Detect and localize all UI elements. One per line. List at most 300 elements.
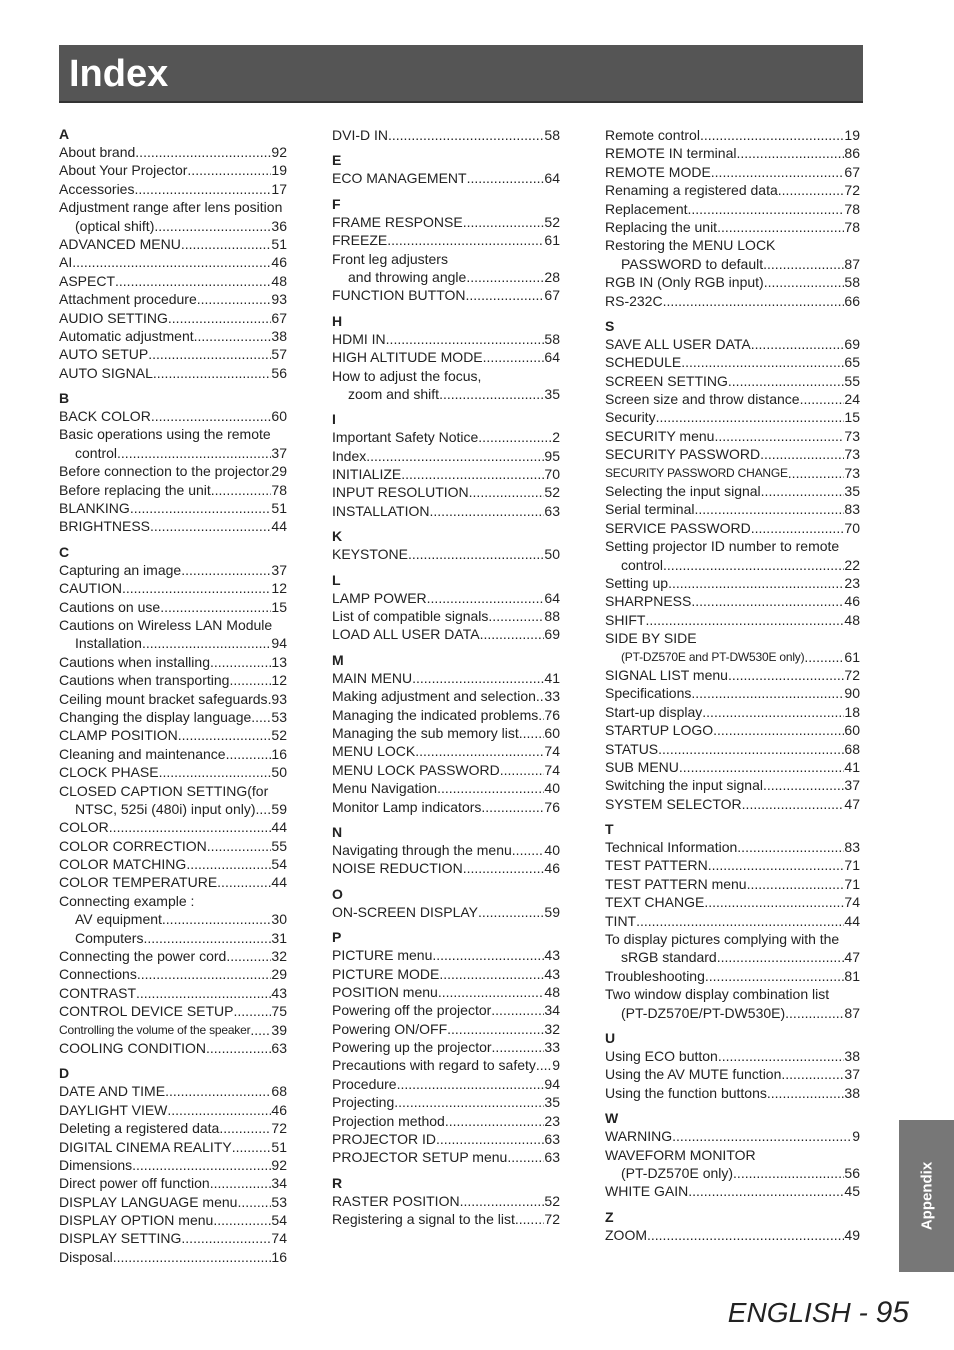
entry-page-number: 53 [271, 1193, 287, 1210]
index-entry[interactable] [59, 364, 287, 382]
index-entry[interactable] [332, 268, 560, 286]
dot-leader [466, 286, 545, 304]
entry-label: About Your Projector [59, 162, 188, 179]
dot-leader [463, 213, 545, 231]
dot-leader [237, 1193, 271, 1211]
index-entry[interactable] [59, 873, 287, 891]
index-entry[interactable] [332, 1130, 560, 1148]
index-entry[interactable] [605, 795, 860, 813]
entry-label: Controlling the volume of the speaker [59, 1022, 251, 1037]
index-entry[interactable] [332, 1112, 560, 1130]
index-entry[interactable] [59, 290, 287, 308]
page-title: Index [69, 53, 169, 95]
index-entry[interactable] [59, 616, 287, 634]
dot-leader [737, 838, 844, 856]
section-letter: C [59, 543, 70, 560]
dot-leader [150, 517, 271, 535]
index-entry[interactable] [605, 408, 860, 426]
index-entry[interactable] [605, 948, 860, 966]
entry-page-number: 46 [271, 1101, 287, 1118]
entry-label: Start-up display [605, 703, 703, 720]
index-entry[interactable] [332, 1093, 560, 1111]
entry-label: TEST PATTERN [605, 857, 708, 874]
index-entry[interactable] [332, 1001, 560, 1019]
entry-label: STATUS [605, 740, 659, 757]
index-entry[interactable] [59, 579, 287, 597]
index-entry[interactable] [59, 1082, 287, 1100]
index-entry[interactable] [332, 1148, 560, 1166]
index-entry[interactable] [332, 742, 560, 760]
index-entry[interactable] [59, 1211, 287, 1229]
index-entry[interactable] [59, 965, 287, 983]
index-entry[interactable] [59, 1002, 287, 1020]
index-entry[interactable] [59, 1039, 287, 1057]
index-entry[interactable] [59, 1248, 287, 1266]
entry-label: Two window display combination list [605, 986, 830, 1003]
index-entry[interactable] [59, 345, 287, 363]
index-entry[interactable] [605, 1182, 860, 1200]
entry-page-number: 73 [844, 427, 860, 444]
index-entry[interactable] [332, 465, 560, 483]
index-entry[interactable] [605, 427, 860, 445]
index-section [332, 196, 560, 305]
index-entry[interactable] [59, 947, 287, 965]
dot-leader [256, 800, 272, 818]
index-entry[interactable] [59, 1193, 287, 1211]
index-entry[interactable] [332, 841, 560, 859]
entry-label: Setting up [605, 574, 669, 591]
entry-label: Renaming a registered data [605, 182, 778, 199]
entry-label: RGB IN (Only RGB input) [605, 274, 764, 291]
entry-label: Setting projector ID number to remote [605, 538, 840, 555]
index-entry[interactable] [605, 1047, 860, 1065]
entry-label: Menu Navigation [332, 780, 438, 797]
entry-page-number: 35 [844, 483, 860, 500]
dot-leader [718, 1047, 845, 1065]
index-entry[interactable] [59, 327, 287, 345]
dot-leader [728, 666, 844, 684]
index-entry[interactable] [59, 1229, 287, 1247]
index-entry[interactable] [332, 126, 560, 144]
entry-page-number: 44 [271, 819, 287, 836]
index-entry[interactable] [605, 666, 860, 684]
index-entry[interactable] [605, 574, 860, 592]
index-entry[interactable] [332, 669, 560, 687]
index-entry[interactable] [59, 462, 287, 480]
index-entry[interactable] [332, 761, 560, 779]
index-entry[interactable] [605, 292, 860, 310]
index-entry[interactable] [59, 499, 287, 517]
dot-leader [483, 348, 545, 366]
dot-leader [704, 893, 844, 911]
index-entry[interactable] [605, 372, 860, 390]
section-letter: N [332, 823, 343, 840]
entry-label: Using the AV MUTE function [605, 1066, 782, 1083]
entry-page-number: 76 [544, 706, 560, 723]
dot-leader [761, 482, 845, 500]
index-entry[interactable] [605, 1127, 860, 1145]
dot-leader [168, 309, 272, 327]
entry-label: RASTER POSITION [332, 1192, 460, 1209]
entry-page-number: 31 [271, 929, 287, 946]
section-letter: E [332, 152, 342, 169]
entry-label: COLOR [59, 819, 109, 836]
dot-leader [705, 967, 845, 985]
index-entry[interactable] [605, 464, 860, 482]
dot-leader [778, 181, 845, 199]
entry-page-number: 48 [544, 983, 560, 1000]
index-entry[interactable] [59, 407, 287, 425]
entry-page-number: 35 [544, 385, 560, 402]
index-entry[interactable] [605, 856, 860, 874]
index-entry[interactable] [332, 286, 560, 304]
dot-leader [681, 353, 844, 371]
entry-label: Selecting the input signal [605, 483, 761, 500]
index-entry[interactable] [332, 1075, 560, 1093]
index-entry[interactable] [332, 589, 560, 607]
dot-leader [437, 779, 544, 797]
index-entry[interactable] [605, 556, 860, 574]
index-entry[interactable] [605, 912, 860, 930]
entry-page-number: 69 [844, 335, 860, 352]
section-letter: I [332, 411, 336, 428]
entry-label: DISPLAY OPTION menu [59, 1212, 214, 1229]
entry-label: CONTRAST [59, 984, 136, 1001]
index-entry[interactable] [59, 143, 287, 161]
index-entry[interactable] [605, 218, 860, 236]
index-entry[interactable] [59, 745, 287, 763]
dot-leader [717, 218, 844, 236]
dot-leader [708, 856, 845, 874]
entry-label: SHARPNESS [605, 593, 692, 610]
index-entry[interactable] [332, 687, 560, 705]
index-entry[interactable] [605, 648, 860, 666]
index-entry[interactable] [332, 447, 560, 465]
index-entry[interactable] [332, 859, 560, 877]
index-entry[interactable] [605, 482, 860, 500]
index-entry[interactable] [59, 1138, 287, 1156]
index-entry[interactable] [59, 984, 287, 1002]
entry-label: List of compatible signals [332, 608, 489, 625]
entry-label: REMOTE IN terminal [605, 145, 737, 162]
entry-label: Installation [75, 635, 142, 652]
index-entry[interactable] [605, 611, 860, 629]
index-entry[interactable] [332, 348, 560, 366]
entry-page-number: 57 [271, 346, 287, 363]
dot-leader [711, 163, 845, 181]
index-entry[interactable] [59, 198, 287, 216]
section-letter: F [332, 195, 341, 212]
index-entry[interactable] [332, 1210, 560, 1228]
index-entry[interactable] [332, 706, 560, 724]
index-entry[interactable] [605, 1146, 860, 1164]
entry-page-number: 48 [271, 272, 287, 289]
entry-page-number: 34 [544, 1002, 560, 1019]
entry-label: Connecting example : [59, 892, 195, 909]
index-entry[interactable] [332, 231, 560, 249]
index-entry[interactable] [605, 930, 860, 948]
index-entry[interactable] [332, 169, 560, 187]
index-entry[interactable] [605, 445, 860, 463]
entry-label: COLOR MATCHING [59, 856, 187, 873]
entry-page-number: 47 [844, 795, 860, 812]
index-entry[interactable] [332, 983, 560, 1001]
index-entry[interactable] [605, 838, 860, 856]
index-entry[interactable] [605, 500, 860, 518]
index-entry[interactable] [605, 1084, 860, 1102]
index-entry[interactable] [605, 236, 860, 254]
index-entry[interactable] [59, 910, 287, 928]
index-entry[interactable] [59, 235, 287, 253]
index-entry[interactable] [59, 690, 287, 708]
index-entry[interactable] [605, 721, 860, 739]
dot-leader [679, 758, 845, 776]
index-entry[interactable] [59, 180, 287, 198]
index-entry[interactable] [59, 837, 287, 855]
index-entry[interactable] [605, 273, 860, 291]
entry-page-number: 88 [544, 608, 560, 625]
index-entry[interactable] [605, 1004, 860, 1022]
dot-leader [804, 648, 844, 666]
entry-page-number: 38 [271, 327, 287, 344]
entry-label: Managing the indicated problems [332, 706, 539, 723]
entry-page-number: 40 [544, 841, 560, 858]
entry-page-number: 44 [844, 912, 860, 929]
entry-label: Making adjustment and selection [332, 688, 536, 705]
index-entry[interactable] [59, 217, 287, 235]
index-entry[interactable] [605, 967, 860, 985]
index-entry[interactable] [605, 163, 860, 181]
index-entry[interactable] [605, 1065, 860, 1083]
index-entry[interactable] [605, 985, 860, 1003]
entry-page-number: 70 [844, 519, 860, 536]
index-entry[interactable] [59, 1174, 287, 1192]
dot-leader [463, 859, 545, 877]
index-entry[interactable] [59, 726, 287, 744]
entry-page-number: 78 [844, 200, 860, 217]
index-section [332, 929, 560, 1167]
dot-leader [694, 500, 844, 518]
index-entry[interactable] [605, 893, 860, 911]
index-entry[interactable] [59, 1101, 287, 1119]
index-entry[interactable] [59, 653, 287, 671]
index-entry[interactable] [59, 818, 287, 836]
index-section [332, 126, 560, 144]
index-section [605, 821, 860, 1022]
entry-page-number: 41 [844, 758, 860, 775]
index-entry[interactable] [605, 519, 860, 537]
index-entry[interactable] [332, 724, 560, 742]
entry-page-number: 55 [844, 372, 860, 389]
index-entry[interactable] [605, 740, 860, 758]
entry-page-number: 71 [844, 875, 860, 892]
entry-label: INPUT RESOLUTION [332, 484, 469, 501]
index-entry[interactable] [59, 161, 287, 179]
index-entry[interactable] [59, 425, 287, 443]
index-entry[interactable] [605, 390, 860, 408]
entry-page-number: 9 [552, 1057, 560, 1074]
entry-label: Computers [75, 929, 144, 946]
section-letter: D [59, 1065, 70, 1082]
dot-leader [663, 556, 844, 574]
entry-label: AUTO SETUP [59, 346, 149, 363]
index-entry[interactable] [332, 607, 560, 625]
index-entry[interactable] [59, 782, 287, 800]
entry-page-number: 53 [271, 708, 287, 725]
entry-label: FUNCTION BUTTON [332, 287, 466, 304]
index-column-2 [332, 126, 560, 1237]
appendix-tab[interactable] [899, 1120, 954, 1272]
index-entry[interactable] [332, 1038, 560, 1056]
entry-page-number: 13 [271, 653, 287, 670]
dot-leader [137, 965, 272, 983]
index-entry[interactable] [59, 1021, 287, 1039]
entry-page-number: 78 [844, 218, 860, 235]
index-entry[interactable] [605, 703, 860, 721]
entry-label: AI [59, 254, 73, 271]
dot-leader [467, 169, 545, 187]
index-entry[interactable] [59, 253, 287, 271]
index-entry[interactable] [332, 1192, 560, 1210]
dot-leader [436, 1130, 544, 1148]
entry-label: Changing the display language [59, 708, 252, 725]
entry-page-number: 68 [844, 740, 860, 757]
dot-leader [763, 255, 844, 273]
index-entry[interactable] [59, 1119, 287, 1137]
entry-page-number: 73 [844, 446, 860, 463]
entry-page-number: 58 [844, 274, 860, 291]
dot-leader [251, 708, 271, 726]
index-entry[interactable] [59, 1156, 287, 1174]
index-entry[interactable] [605, 629, 860, 647]
dot-leader [439, 965, 544, 983]
entry-page-number: 15 [271, 598, 287, 615]
index-entry[interactable] [605, 537, 860, 555]
entry-label: Connections [59, 966, 137, 983]
index-entry[interactable] [59, 598, 287, 616]
index-entry[interactable] [59, 800, 287, 818]
entry-page-number: 12 [271, 672, 287, 689]
dot-leader [702, 703, 844, 721]
index-entry[interactable] [332, 798, 560, 816]
index-entry[interactable] [605, 200, 860, 218]
index-entry[interactable] [59, 763, 287, 781]
entry-label: PROJECTOR SETUP menu [332, 1149, 508, 1166]
index-entry[interactable] [332, 1020, 560, 1038]
index-entry[interactable] [332, 903, 560, 921]
dot-leader [663, 292, 845, 310]
index-entry[interactable] [332, 946, 560, 964]
index-entry[interactable] [59, 481, 287, 499]
entry-label: Cleaning and maintenance [59, 745, 226, 762]
index-entry[interactable] [332, 213, 560, 231]
entry-label: Front leg adjusters [332, 250, 448, 267]
entry-page-number: 43 [544, 947, 560, 964]
dot-leader [206, 1039, 271, 1057]
entry-label: SAVE ALL USER DATA [605, 335, 751, 352]
index-entry[interactable] [605, 181, 860, 199]
entry-page-number: 60 [544, 724, 560, 741]
dot-leader [432, 946, 544, 964]
dot-leader [388, 126, 544, 144]
index-entry[interactable] [332, 385, 560, 403]
index-entry[interactable] [605, 592, 860, 610]
entry-page-number: 22 [844, 556, 860, 573]
index-entry[interactable] [59, 272, 287, 290]
entry-label: PICTURE MODE [332, 965, 440, 982]
entry-page-number: 38 [844, 1047, 860, 1064]
entry-page-number: 34 [271, 1175, 287, 1192]
index-entry[interactable] [605, 255, 860, 273]
index-entry[interactable] [59, 561, 287, 579]
index-entry[interactable] [605, 776, 860, 794]
index-entry[interactable] [332, 502, 560, 520]
index-section [332, 652, 560, 816]
index-section [332, 528, 560, 563]
index-entry[interactable] [59, 855, 287, 873]
dot-leader [386, 330, 545, 348]
index-entry[interactable] [332, 428, 560, 446]
index-entry[interactable] [605, 335, 860, 353]
entry-page-number: 87 [844, 1004, 860, 1021]
entry-page-number: 44 [271, 518, 287, 535]
index-entry[interactable] [332, 965, 560, 983]
index-entry[interactable] [332, 250, 560, 268]
section-letter: M [332, 651, 344, 668]
index-entry[interactable] [605, 353, 860, 371]
index-entry[interactable] [605, 126, 860, 144]
entry-label: SECURITY menu [605, 427, 715, 444]
index-entry[interactable] [605, 1164, 860, 1182]
index-section [332, 313, 560, 404]
entry-page-number: 58 [544, 330, 560, 347]
section-letter: H [332, 312, 343, 329]
entry-page-number: 63 [544, 1149, 560, 1166]
index-entry[interactable] [59, 671, 287, 689]
index-entry[interactable] [59, 634, 287, 652]
index-entry[interactable] [332, 625, 560, 643]
entry-label: FREEZE [332, 232, 388, 249]
index-entry[interactable] [59, 892, 287, 910]
index-entry[interactable] [59, 929, 287, 947]
index-entry[interactable] [605, 684, 860, 702]
entry-label: Projection method [332, 1112, 445, 1129]
entry-label: SECURITY PASSWORD [605, 446, 761, 463]
index-entry[interactable] [59, 517, 287, 535]
index-entry[interactable] [332, 483, 560, 501]
index-entry[interactable] [59, 708, 287, 726]
index-entry[interactable] [332, 1056, 560, 1074]
entry-page-number: 68 [271, 1083, 287, 1100]
index-entry[interactable] [332, 330, 560, 348]
entry-page-number: 17 [271, 180, 287, 197]
index-entry[interactable] [59, 444, 287, 462]
index-entry[interactable] [332, 779, 560, 797]
index-entry[interactable] [332, 367, 560, 385]
index-entry[interactable] [605, 1226, 860, 1244]
entry-page-number: 56 [271, 364, 287, 381]
index-entry[interactable] [605, 144, 860, 162]
entry-page-number: 43 [271, 984, 287, 1001]
index-column-1 [59, 126, 287, 1274]
index-entry[interactable] [59, 309, 287, 327]
dot-leader [481, 798, 544, 816]
index-entry[interactable] [605, 758, 860, 776]
index-entry[interactable] [332, 545, 560, 563]
index-entry[interactable] [605, 875, 860, 893]
entry-page-number: 41 [544, 669, 560, 686]
entry-label: PICTURE menu [332, 947, 433, 964]
